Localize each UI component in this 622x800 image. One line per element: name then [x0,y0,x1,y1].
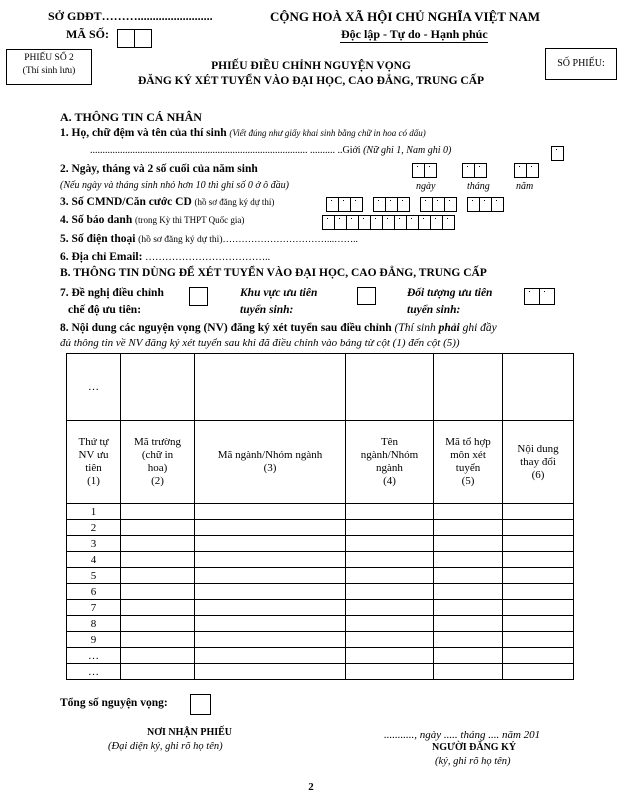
row-number: 6 [67,584,121,600]
column-header [121,421,195,504]
column-header-label: Mã tổ hợp môn xét tuyển [445,436,491,474]
candidate-number-cell[interactable] [442,215,455,230]
code-input-cell[interactable] [117,29,135,48]
object-priority-cell[interactable] [539,288,555,305]
column-header-num: (5) [461,475,475,487]
q1-dots: ....................................................................................... .......... ..Giới [90,145,361,156]
major-code-cell[interactable] [195,568,346,584]
gender-input-box[interactable] [551,146,564,161]
motto-underline [340,42,488,43]
table-top-cell [503,354,574,421]
q8-note-3: đủ thông tin về NV đăng ký xét tuyển sau khi đã điều chỉnh vào bảng từ cột (1) đến cột (5)) [60,337,460,349]
form-number-label: SỐ PHIẾU: [557,58,605,69]
area-priority-label-1: Khu vực ưu tiên [240,287,318,299]
column-header [195,421,346,504]
code-label: MÃ SỐ: [66,27,109,41]
q8-label: 8. Nội dung các nguyện vọng (NV) đăng ký xét tuyển sau điều chỉnh [60,322,392,334]
column-header [503,421,574,504]
major-code-cell[interactable] [195,520,346,536]
table-top-cell [346,354,434,421]
id-card-cell[interactable] [491,197,504,212]
date-line[interactable]: ..........., ngày ..... tháng .... năm 201 [384,729,541,741]
column-header-num: (3) [263,462,277,474]
total-wishes-text: Tổng số nguyện vọng [60,697,164,709]
id-card-cell[interactable] [444,197,457,212]
q6-row[interactable] [60,251,270,263]
total-wishes-label: Tổng số nguyện vọng: [60,697,168,709]
q3-note: (hồ sơ đăng ký dự thi) [194,197,275,207]
birth-day-cell[interactable] [424,163,437,178]
major-name-cell[interactable] [346,584,434,600]
table-top-cell [67,354,121,421]
change-content-cell[interactable] [503,504,574,520]
school-code-cell[interactable] [121,600,195,616]
table-row [67,536,574,552]
subject-combo-cell[interactable] [434,536,503,552]
major-code-cell[interactable] [195,600,346,616]
birth-year-cell[interactable] [526,163,539,178]
subject-combo-cell[interactable] [434,552,503,568]
column-header-num: (6) [531,468,545,481]
subject-combo-cell[interactable] [434,520,503,536]
major-code-cell[interactable] [195,648,346,664]
major-code-cell[interactable] [195,536,346,552]
q8-note-phai: phải [438,322,460,334]
q7-label-2: chế độ ưu tiên: [68,304,142,316]
q1-label: 1. Họ, chữ đệm và tên của thí sinh [60,127,227,139]
subject-combo-cell[interactable] [434,648,503,664]
signer-note: (ký, ghi rõ họ tên) [435,756,511,767]
major-name-cell[interactable] [346,504,434,520]
table-top-left-text: … [88,381,99,393]
q5-row[interactable] [60,233,358,245]
birth-month-cell[interactable] [474,163,487,178]
column-header-num: (1) [87,475,100,487]
column-header-label: Nội dung thay đổi [517,442,559,468]
row-number: 8 [67,616,121,632]
q2-label: 2. Ngày, tháng và 2 số cuối của năm sinh [60,163,258,175]
table-top-cell [195,354,346,421]
code-input-cell[interactable] [134,29,152,48]
candidate-number-boxes[interactable] [322,215,455,230]
school-code-cell[interactable] [121,616,195,632]
receiver-title: NƠI NHẬN PHIẾU [147,727,233,738]
table-row [67,600,574,616]
area-priority-label-2: tuyển sinh: [240,304,294,316]
copy-label-line2: (Thí sinh lưu) [22,66,76,76]
change-content-cell[interactable] [503,584,574,600]
wishes-table [66,353,574,680]
school-code-cell[interactable] [121,664,195,680]
birth-day-boxes[interactable] [412,163,437,178]
q5-label: 5. Số điện thoại [60,233,136,245]
subject-combo-cell[interactable] [434,600,503,616]
q4-label: 4. Số báo danh [60,214,133,226]
motto: Độc lập - Tự do - Hạnh phúc [341,27,488,41]
row-number: … [67,648,121,664]
row-number: 9 [67,632,121,648]
q5-note: (hồ sơ đăng ký dự thi)……………………………...…….. [138,235,358,245]
q7-label-1: 7. Đề nghị điều chỉnh [60,287,164,299]
row-number: 2 [67,520,121,536]
table-top-row [67,354,574,421]
q3-label: 3. Số CMND/Căn cước CD [60,196,192,208]
table-row [67,504,574,520]
column-header-label: Mã ngành/Nhóm ngành [217,449,323,461]
column-header [67,421,121,504]
major-name-cell[interactable] [346,648,434,664]
major-name-cell[interactable] [346,552,434,568]
form-title-2: ĐĂNG KÝ XÉT TUYỂN VÀO ĐẠI HỌC, CAO ĐẲNG, TRUNG CẤP [137,75,485,87]
q8-note-1: (Thí sinh [394,322,436,334]
table-row [67,632,574,648]
major-code-cell[interactable] [195,504,346,520]
code-input-boxes[interactable] [117,29,152,48]
row-number: 1 [67,504,121,520]
change-content-cell[interactable] [503,568,574,584]
school-code-cell[interactable] [121,520,195,536]
change-content-cell[interactable] [503,600,574,616]
section-a-heading: A. THÔNG TIN CÁ NHÂN [60,110,202,124]
q8-row [60,322,497,334]
school-code-cell[interactable] [121,536,195,552]
school-code-cell[interactable] [121,584,195,600]
object-priority-cell[interactable] [524,288,540,305]
q2-note: (Nếu ngày và tháng sinh nhỏ hơn 10 thì ghi số 0 ở ô đầu) [60,180,289,191]
table-row [67,520,574,536]
school-code-cell[interactable] [121,648,195,664]
page-number: 2 [308,781,314,793]
form-title-1: PHIẾU ĐIỀU CHỈNH NGUYỆN VỌNG [211,60,411,72]
q6-label: 6. Địa chỉ Email: [60,251,143,263]
change-content-cell[interactable] [503,664,574,680]
column-header [434,421,503,504]
table-header-row [67,421,574,504]
section-b-heading: B. THÔNG TIN DÙNG ĐỂ XÉT TUYỂN VÀO ĐẠI HỌC, CAO ĐẲNG, TRUNG CẤP [60,267,487,279]
column-header [346,421,434,504]
column-header-num: (2) [151,475,164,487]
change-content-cell[interactable] [503,536,574,552]
table-row [67,584,574,600]
major-code-cell[interactable] [195,632,346,648]
major-name-cell[interactable] [346,600,434,616]
change-content-cell[interactable] [503,552,574,568]
table-top-cell [434,354,503,421]
major-name-cell[interactable] [346,520,434,536]
birth-year-label: năm [516,181,534,192]
area-priority-input[interactable] [357,287,376,305]
school-code-cell[interactable] [121,552,195,568]
q3-row [60,196,274,208]
id-card-cell[interactable] [350,197,363,212]
major-name-cell[interactable] [346,664,434,680]
birth-day-label: ngày [416,181,436,192]
school-code-cell[interactable] [121,568,195,584]
subject-combo-cell[interactable] [434,568,503,584]
id-card-cell[interactable] [397,197,410,212]
major-name-cell[interactable] [346,632,434,648]
table-row [67,552,574,568]
q1-note: (Viết đúng như giấy khai sinh bằng chữ in hoa có dấu) [229,128,426,138]
gender-input-cell[interactable] [551,146,564,161]
q4-note: (trong Kỳ thi THPT Quốc gia) [134,215,245,225]
table-row [67,568,574,584]
row-number: 5 [67,568,121,584]
q1-gender-note: (Nữ ghi 1, Nam ghi 0) [363,145,452,156]
school-code-cell[interactable] [121,632,195,648]
q1-row [60,127,426,139]
major-name-cell[interactable] [346,536,434,552]
major-name-cell[interactable] [346,616,434,632]
q1-name-field[interactable] [90,145,451,156]
row-number: 4 [67,552,121,568]
birth-month-label: tháng [467,181,490,192]
table-row [67,616,574,632]
table-row [67,648,574,664]
department-field: SỞ GDĐT………......................... [48,9,213,23]
birth-year-boxes[interactable] [514,163,539,178]
row-number: … [67,664,121,680]
column-header-label: Tên ngành/Nhóm ngành [360,436,419,474]
major-code-cell[interactable] [195,616,346,632]
change-content-cell[interactable] [503,520,574,536]
total-wishes-input[interactable] [190,694,211,715]
school-code-cell[interactable] [121,504,195,520]
change-content-cell[interactable] [503,648,574,664]
column-header-label: Mã trường (chữ in hoa) [134,436,181,474]
table-top-cell [121,354,195,421]
q6-dots: ……………………………….. [145,252,271,263]
row-number: 7 [67,600,121,616]
copy-label-line1: PHIẾU SỐ 2 [24,53,74,63]
table-row [67,664,574,680]
object-priority-label-1: Đối tượng ưu tiên [407,287,493,299]
subject-combo-cell[interactable] [434,616,503,632]
major-code-cell[interactable] [195,584,346,600]
major-name-cell[interactable] [346,568,434,584]
change-content-cell[interactable] [503,616,574,632]
q4-row [60,214,244,226]
receiver-note: (Đại diện ký, ghi rõ họ tên) [108,741,223,752]
nation-title: CỘNG HOÀ XÃ HỘI CHỦ NGHĨA VIỆT NAM [270,9,541,24]
subject-combo-cell[interactable] [434,504,503,520]
major-code-cell[interactable] [195,664,346,680]
signer-title: NGƯỜI ĐĂNG KÝ [432,742,517,753]
subject-combo-cell[interactable] [434,664,503,680]
birth-month-boxes[interactable] [462,163,487,178]
q8-note-2: ghi đầy [462,322,497,334]
subject-combo-cell[interactable] [434,632,503,648]
major-code-cell[interactable] [195,552,346,568]
change-content-cell[interactable] [503,632,574,648]
column-header-label: Thứ tự NV ưu tiên [78,436,109,474]
object-priority-label-2: tuyển sinh: [407,304,461,316]
object-priority-boxes[interactable] [524,288,555,305]
row-number: 3 [67,536,121,552]
column-header-num: (4) [383,475,396,487]
priority-change-checkbox[interactable] [189,287,208,306]
id-card-boxes[interactable] [326,197,504,212]
subject-combo-cell[interactable] [434,584,503,600]
